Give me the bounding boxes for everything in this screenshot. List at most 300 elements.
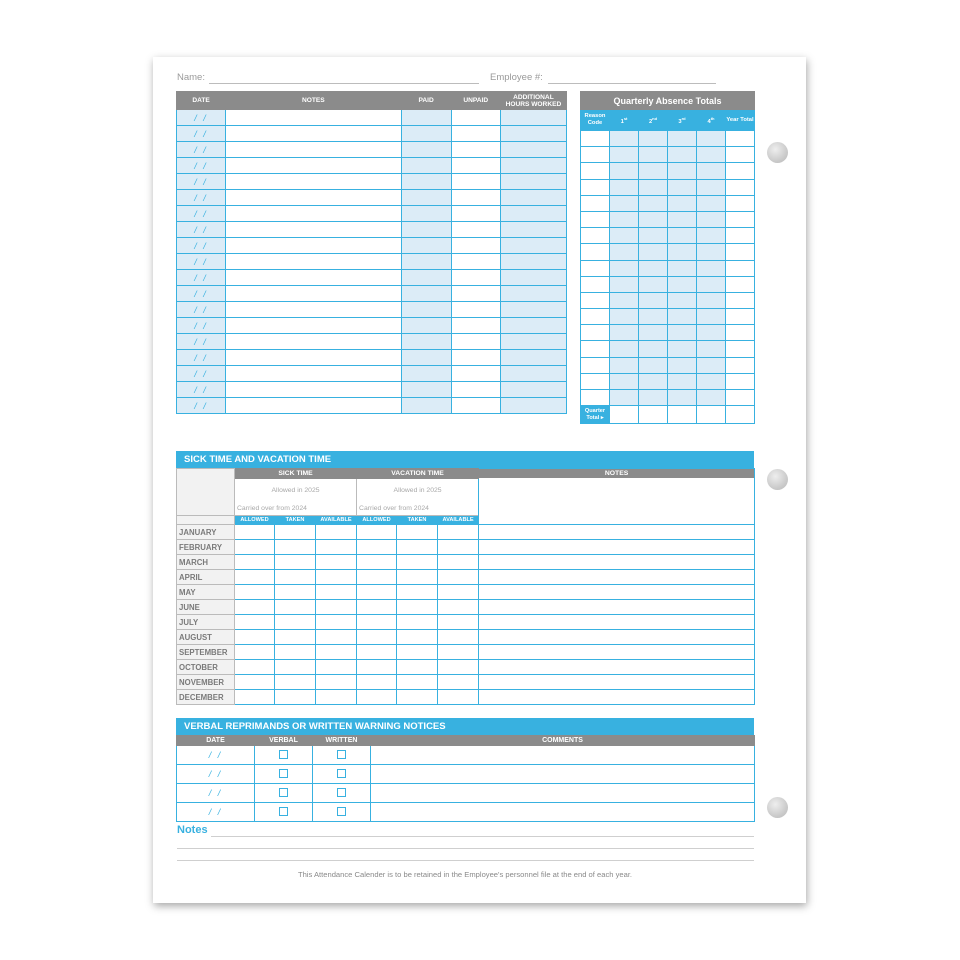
- sick-available-cell[interactable]: [316, 555, 357, 570]
- q2-cell[interactable]: [639, 357, 668, 373]
- sick-taken-cell[interactable]: [275, 525, 316, 540]
- vacation-allowed-cell[interactable]: [357, 570, 397, 585]
- sick-available-cell[interactable]: [316, 675, 357, 690]
- q2-cell[interactable]: [639, 276, 668, 292]
- month-notes-cell[interactable]: [479, 555, 755, 570]
- date-cell[interactable]: / /: [177, 254, 226, 270]
- q2-cell[interactable]: [639, 195, 668, 211]
- q1-cell[interactable]: [610, 276, 639, 292]
- vacation-available-cell[interactable]: [438, 525, 479, 540]
- reason-code-cell[interactable]: [581, 292, 610, 308]
- date-cell[interactable]: / /: [177, 286, 226, 302]
- paid-cell[interactable]: [401, 142, 451, 158]
- year-total-cell[interactable]: [726, 309, 755, 325]
- vacation-allowed-cell[interactable]: [357, 540, 397, 555]
- additional-hours-cell[interactable]: [500, 142, 566, 158]
- notes-cell[interactable]: [226, 382, 401, 398]
- q3-cell[interactable]: [668, 195, 697, 211]
- sick-taken-cell[interactable]: [275, 540, 316, 555]
- q1-cell[interactable]: [610, 309, 639, 325]
- year-total-cell[interactable]: [726, 163, 755, 179]
- paid-cell[interactable]: [401, 318, 451, 334]
- paid-cell[interactable]: [401, 174, 451, 190]
- vacation-allowed-cell[interactable]: [357, 525, 397, 540]
- comments-cell[interactable]: [371, 784, 755, 803]
- q4-cell[interactable]: [697, 131, 726, 147]
- unpaid-cell[interactable]: [451, 254, 500, 270]
- notes-line-1[interactable]: [211, 836, 754, 837]
- q3-cell[interactable]: [668, 325, 697, 341]
- paid-cell[interactable]: [401, 206, 451, 222]
- q3-cell[interactable]: [668, 357, 697, 373]
- q1-cell[interactable]: [610, 390, 639, 406]
- notes-cell[interactable]: [226, 142, 401, 158]
- vacation-taken-cell[interactable]: [397, 555, 438, 570]
- q3-cell[interactable]: [668, 373, 697, 389]
- vacation-available-cell[interactable]: [438, 690, 479, 705]
- year-total-cell[interactable]: [726, 244, 755, 260]
- sick-allowed-cell[interactable]: [235, 660, 275, 675]
- reason-code-cell[interactable]: [581, 373, 610, 389]
- notes-cell[interactable]: [226, 190, 401, 206]
- sick-taken-cell[interactable]: [275, 585, 316, 600]
- unpaid-cell[interactable]: [451, 158, 500, 174]
- sv-notes-column[interactable]: [479, 469, 755, 525]
- year-total-cell[interactable]: [726, 195, 755, 211]
- reason-code-cell[interactable]: [581, 147, 610, 163]
- unpaid-cell[interactable]: [451, 190, 500, 206]
- sick-taken-cell[interactable]: [275, 645, 316, 660]
- q3-cell[interactable]: [668, 390, 697, 406]
- paid-cell[interactable]: [401, 126, 451, 142]
- notes-cell[interactable]: [226, 158, 401, 174]
- additional-hours-cell[interactable]: [500, 350, 566, 366]
- notes-cell[interactable]: [226, 270, 401, 286]
- unpaid-cell[interactable]: [451, 174, 500, 190]
- date-cell[interactable]: / /: [177, 366, 226, 382]
- month-notes-cell[interactable]: [479, 615, 755, 630]
- year-total-cell[interactable]: [726, 390, 755, 406]
- additional-hours-cell[interactable]: [500, 174, 566, 190]
- q3-cell[interactable]: [668, 163, 697, 179]
- name-field[interactable]: [209, 83, 479, 84]
- reason-code-cell[interactable]: [581, 228, 610, 244]
- vacation-taken-cell[interactable]: [397, 690, 438, 705]
- notes-cell[interactable]: [226, 126, 401, 142]
- unpaid-cell[interactable]: [451, 286, 500, 302]
- q4-cell[interactable]: [697, 276, 726, 292]
- unpaid-cell[interactable]: [451, 382, 500, 398]
- month-notes-cell[interactable]: [479, 690, 755, 705]
- month-notes-cell[interactable]: [479, 570, 755, 585]
- q3-cell[interactable]: [668, 309, 697, 325]
- q3-cell[interactable]: [668, 211, 697, 227]
- q4-cell[interactable]: [697, 228, 726, 244]
- vacation-allowed-cell[interactable]: [357, 585, 397, 600]
- q2-cell[interactable]: [639, 163, 668, 179]
- vacation-available-cell[interactable]: [438, 675, 479, 690]
- reason-code-cell[interactable]: [581, 260, 610, 276]
- q1-cell[interactable]: [610, 195, 639, 211]
- vacation-available-cell[interactable]: [438, 570, 479, 585]
- sick-allowed-cell[interactable]: [235, 600, 275, 615]
- additional-hours-cell[interactable]: [500, 158, 566, 174]
- q4-cell[interactable]: [697, 373, 726, 389]
- additional-hours-cell[interactable]: [500, 254, 566, 270]
- year-total-cell[interactable]: [726, 131, 755, 147]
- q2-cell[interactable]: [639, 147, 668, 163]
- vacation-taken-cell[interactable]: [397, 645, 438, 660]
- sick-available-cell[interactable]: [316, 630, 357, 645]
- paid-cell[interactable]: [401, 222, 451, 238]
- written-checkbox[interactable]: [337, 807, 346, 816]
- comments-cell[interactable]: [371, 765, 755, 784]
- vacation-taken-cell[interactable]: [397, 540, 438, 555]
- notes-cell[interactable]: [226, 334, 401, 350]
- additional-hours-cell[interactable]: [500, 334, 566, 350]
- sick-available-cell[interactable]: [316, 660, 357, 675]
- month-notes-cell[interactable]: [479, 600, 755, 615]
- reason-code-cell[interactable]: [581, 390, 610, 406]
- vacation-taken-cell[interactable]: [397, 630, 438, 645]
- q2-cell[interactable]: [639, 244, 668, 260]
- additional-hours-cell[interactable]: [500, 190, 566, 206]
- q1-cell[interactable]: [610, 211, 639, 227]
- paid-cell[interactable]: [401, 110, 451, 126]
- sick-allowed-cell[interactable]: [235, 585, 275, 600]
- q4-cell[interactable]: [697, 179, 726, 195]
- q2-cell[interactable]: [639, 341, 668, 357]
- q4-cell[interactable]: [697, 309, 726, 325]
- date-cell[interactable]: / /: [177, 126, 226, 142]
- vacation-allowed-cell[interactable]: [357, 600, 397, 615]
- vacation-allowed-cell[interactable]: [357, 660, 397, 675]
- sick-taken-cell[interactable]: [275, 555, 316, 570]
- month-notes-cell[interactable]: [479, 630, 755, 645]
- date-cell[interactable]: / /: [177, 110, 226, 126]
- reason-code-cell[interactable]: [581, 244, 610, 260]
- sick-available-cell[interactable]: [316, 645, 357, 660]
- q2-cell[interactable]: [639, 260, 668, 276]
- vacation-allowed-cell[interactable]: [357, 615, 397, 630]
- vacation-taken-cell[interactable]: [397, 585, 438, 600]
- vacation-available-cell[interactable]: [438, 540, 479, 555]
- additional-hours-cell[interactable]: [500, 382, 566, 398]
- unpaid-cell[interactable]: [451, 334, 500, 350]
- reason-code-cell[interactable]: [581, 309, 610, 325]
- paid-cell[interactable]: [401, 302, 451, 318]
- vacation-taken-cell[interactable]: [397, 660, 438, 675]
- date-cell[interactable]: / /: [177, 270, 226, 286]
- reason-code-cell[interactable]: [581, 276, 610, 292]
- additional-hours-cell[interactable]: [500, 286, 566, 302]
- notes-cell[interactable]: [226, 174, 401, 190]
- paid-cell[interactable]: [401, 270, 451, 286]
- vacation-allowed-cell[interactable]: [357, 645, 397, 660]
- year-total-cell[interactable]: [726, 211, 755, 227]
- q4-cell[interactable]: [697, 163, 726, 179]
- year-total-cell[interactable]: [726, 373, 755, 389]
- verbal-checkbox[interactable]: [279, 769, 288, 778]
- sick-allowed-cell[interactable]: [235, 540, 275, 555]
- sick-allowed-cell[interactable]: [235, 645, 275, 660]
- q2-cell[interactable]: [639, 131, 668, 147]
- month-notes-cell[interactable]: [479, 540, 755, 555]
- q4-cell[interactable]: [697, 244, 726, 260]
- q1-total[interactable]: [610, 406, 639, 424]
- unpaid-cell[interactable]: [451, 302, 500, 318]
- sick-available-cell[interactable]: [316, 525, 357, 540]
- additional-hours-cell[interactable]: [500, 302, 566, 318]
- unpaid-cell[interactable]: [451, 398, 500, 414]
- sick-available-cell[interactable]: [316, 585, 357, 600]
- paid-cell[interactable]: [401, 190, 451, 206]
- q3-cell[interactable]: [668, 292, 697, 308]
- q2-cell[interactable]: [639, 211, 668, 227]
- q3-cell[interactable]: [668, 260, 697, 276]
- q4-cell[interactable]: [697, 260, 726, 276]
- sick-taken-cell[interactable]: [275, 570, 316, 585]
- date-cell[interactable]: / /: [177, 334, 226, 350]
- q1-cell[interactable]: [610, 131, 639, 147]
- vacation-allowed-in[interactable]: Allowed in 2025: [357, 479, 479, 498]
- q4-cell[interactable]: [697, 341, 726, 357]
- vacation-available-cell[interactable]: [438, 645, 479, 660]
- year-total[interactable]: [726, 406, 755, 424]
- vacation-taken-cell[interactable]: [397, 675, 438, 690]
- vacation-carried-over[interactable]: Carried over from 2024: [357, 497, 479, 516]
- comments-cell[interactable]: [371, 803, 755, 822]
- reason-code-cell[interactable]: [581, 163, 610, 179]
- sick-taken-cell[interactable]: [275, 630, 316, 645]
- sick-taken-cell[interactable]: [275, 660, 316, 675]
- date-cell[interactable]: / /: [177, 302, 226, 318]
- verbal-checkbox[interactable]: [279, 750, 288, 759]
- reason-code-cell[interactable]: [581, 211, 610, 227]
- q3-total[interactable]: [668, 406, 697, 424]
- date-cell[interactable]: / /: [177, 350, 226, 366]
- vacation-taken-cell[interactable]: [397, 600, 438, 615]
- year-total-cell[interactable]: [726, 341, 755, 357]
- sick-available-cell[interactable]: [316, 690, 357, 705]
- q4-total[interactable]: [697, 406, 726, 424]
- paid-cell[interactable]: [401, 382, 451, 398]
- sick-available-cell[interactable]: [316, 615, 357, 630]
- q1-cell[interactable]: [610, 147, 639, 163]
- date-cell[interactable]: / /: [177, 206, 226, 222]
- written-checkbox[interactable]: [337, 788, 346, 797]
- notes-cell[interactable]: [226, 318, 401, 334]
- sick-available-cell[interactable]: [316, 570, 357, 585]
- sick-allowed-cell[interactable]: [235, 525, 275, 540]
- paid-cell[interactable]: [401, 398, 451, 414]
- paid-cell[interactable]: [401, 286, 451, 302]
- unpaid-cell[interactable]: [451, 350, 500, 366]
- vacation-taken-cell[interactable]: [397, 615, 438, 630]
- notes-cell[interactable]: [226, 110, 401, 126]
- q1-cell[interactable]: [610, 341, 639, 357]
- q2-cell[interactable]: [639, 373, 668, 389]
- sick-allowed-cell[interactable]: [235, 615, 275, 630]
- additional-hours-cell[interactable]: [500, 270, 566, 286]
- vacation-available-cell[interactable]: [438, 615, 479, 630]
- q3-cell[interactable]: [668, 131, 697, 147]
- q4-cell[interactable]: [697, 325, 726, 341]
- date-cell[interactable]: / /: [177, 398, 226, 414]
- sick-taken-cell[interactable]: [275, 675, 316, 690]
- month-notes-cell[interactable]: [479, 660, 755, 675]
- reprimand-date-cell[interactable]: / /: [177, 803, 255, 822]
- verbal-checkbox[interactable]: [279, 788, 288, 797]
- q3-cell[interactable]: [668, 147, 697, 163]
- sick-available-cell[interactable]: [316, 540, 357, 555]
- q3-cell[interactable]: [668, 228, 697, 244]
- vacation-available-cell[interactable]: [438, 600, 479, 615]
- q3-cell[interactable]: [668, 179, 697, 195]
- notes-cell[interactable]: [226, 254, 401, 270]
- q4-cell[interactable]: [697, 390, 726, 406]
- notes-line-2[interactable]: [177, 848, 754, 849]
- additional-hours-cell[interactable]: [500, 318, 566, 334]
- sick-carried-over[interactable]: Carried over from 2024: [235, 497, 357, 516]
- q4-cell[interactable]: [697, 357, 726, 373]
- q4-cell[interactable]: [697, 195, 726, 211]
- sick-allowed-in[interactable]: Allowed in 2025: [235, 479, 357, 498]
- additional-hours-cell[interactable]: [500, 398, 566, 414]
- unpaid-cell[interactable]: [451, 366, 500, 382]
- q2-total[interactable]: [639, 406, 668, 424]
- sick-taken-cell[interactable]: [275, 600, 316, 615]
- paid-cell[interactable]: [401, 238, 451, 254]
- q4-cell[interactable]: [697, 147, 726, 163]
- verbal-checkbox[interactable]: [279, 807, 288, 816]
- unpaid-cell[interactable]: [451, 270, 500, 286]
- q2-cell[interactable]: [639, 309, 668, 325]
- written-checkbox[interactable]: [337, 769, 346, 778]
- paid-cell[interactable]: [401, 158, 451, 174]
- sick-allowed-cell[interactable]: [235, 555, 275, 570]
- employee-number-field[interactable]: [548, 83, 716, 84]
- q1-cell[interactable]: [610, 325, 639, 341]
- sick-allowed-cell[interactable]: [235, 675, 275, 690]
- year-total-cell[interactable]: [726, 147, 755, 163]
- q4-cell[interactable]: [697, 292, 726, 308]
- date-cell[interactable]: / /: [177, 222, 226, 238]
- unpaid-cell[interactable]: [451, 206, 500, 222]
- vacation-allowed-cell[interactable]: [357, 690, 397, 705]
- vacation-allowed-cell[interactable]: [357, 675, 397, 690]
- month-notes-cell[interactable]: [479, 585, 755, 600]
- date-cell[interactable]: / /: [177, 158, 226, 174]
- sick-available-cell[interactable]: [316, 600, 357, 615]
- vacation-available-cell[interactable]: [438, 630, 479, 645]
- q1-cell[interactable]: [610, 163, 639, 179]
- vacation-taken-cell[interactable]: [397, 570, 438, 585]
- paid-cell[interactable]: [401, 334, 451, 350]
- q1-cell[interactable]: [610, 373, 639, 389]
- additional-hours-cell[interactable]: [500, 206, 566, 222]
- additional-hours-cell[interactable]: [500, 110, 566, 126]
- reason-code-cell[interactable]: [581, 195, 610, 211]
- q1-cell[interactable]: [610, 179, 639, 195]
- reason-code-cell[interactable]: [581, 357, 610, 373]
- unpaid-cell[interactable]: [451, 238, 500, 254]
- additional-hours-cell[interactable]: [500, 366, 566, 382]
- q2-cell[interactable]: [639, 292, 668, 308]
- vacation-allowed-cell[interactable]: [357, 555, 397, 570]
- year-total-cell[interactable]: [726, 179, 755, 195]
- vacation-allowed-cell[interactable]: [357, 630, 397, 645]
- notes-cell[interactable]: [226, 366, 401, 382]
- notes-cell[interactable]: [226, 222, 401, 238]
- paid-cell[interactable]: [401, 254, 451, 270]
- q1-cell[interactable]: [610, 292, 639, 308]
- q4-cell[interactable]: [697, 211, 726, 227]
- q2-cell[interactable]: [639, 325, 668, 341]
- q1-cell[interactable]: [610, 244, 639, 260]
- year-total-cell[interactable]: [726, 325, 755, 341]
- notes-cell[interactable]: [226, 398, 401, 414]
- q3-cell[interactable]: [668, 341, 697, 357]
- notes-line-3[interactable]: [177, 860, 754, 861]
- vacation-available-cell[interactable]: [438, 555, 479, 570]
- notes-cell[interactable]: [226, 350, 401, 366]
- additional-hours-cell[interactable]: [500, 126, 566, 142]
- date-cell[interactable]: / /: [177, 142, 226, 158]
- sick-taken-cell[interactable]: [275, 615, 316, 630]
- reprimand-date-cell[interactable]: / /: [177, 784, 255, 803]
- vacation-available-cell[interactable]: [438, 660, 479, 675]
- date-cell[interactable]: / /: [177, 174, 226, 190]
- date-cell[interactable]: / /: [177, 382, 226, 398]
- q3-cell[interactable]: [668, 244, 697, 260]
- additional-hours-cell[interactable]: [500, 238, 566, 254]
- comments-cell[interactable]: [371, 746, 755, 765]
- sick-allowed-cell[interactable]: [235, 630, 275, 645]
- reason-code-cell[interactable]: [581, 131, 610, 147]
- sick-allowed-cell[interactable]: [235, 690, 275, 705]
- written-checkbox[interactable]: [337, 750, 346, 759]
- date-cell[interactable]: / /: [177, 190, 226, 206]
- q2-cell[interactable]: [639, 390, 668, 406]
- q1-cell[interactable]: [610, 228, 639, 244]
- notes-cell[interactable]: [226, 238, 401, 254]
- unpaid-cell[interactable]: [451, 126, 500, 142]
- month-notes-cell[interactable]: [479, 645, 755, 660]
- year-total-cell[interactable]: [726, 357, 755, 373]
- month-notes-cell[interactable]: [479, 525, 755, 540]
- date-cell[interactable]: / /: [177, 318, 226, 334]
- sick-taken-cell[interactable]: [275, 690, 316, 705]
- reprimand-date-cell[interactable]: / /: [177, 765, 255, 784]
- year-total-cell[interactable]: [726, 260, 755, 276]
- unpaid-cell[interactable]: [451, 142, 500, 158]
- unpaid-cell[interactable]: [451, 110, 500, 126]
- reason-code-cell[interactable]: [581, 341, 610, 357]
- reason-code-cell[interactable]: [581, 325, 610, 341]
- date-cell[interactable]: / /: [177, 238, 226, 254]
- notes-cell[interactable]: [226, 206, 401, 222]
- unpaid-cell[interactable]: [451, 222, 500, 238]
- paid-cell[interactable]: [401, 350, 451, 366]
- reason-code-cell[interactable]: [581, 179, 610, 195]
- vacation-available-cell[interactable]: [438, 585, 479, 600]
- additional-hours-cell[interactable]: [500, 222, 566, 238]
- notes-cell[interactable]: [226, 286, 401, 302]
- notes-cell[interactable]: [226, 302, 401, 318]
- q3-cell[interactable]: [668, 276, 697, 292]
- q2-cell[interactable]: [639, 179, 668, 195]
